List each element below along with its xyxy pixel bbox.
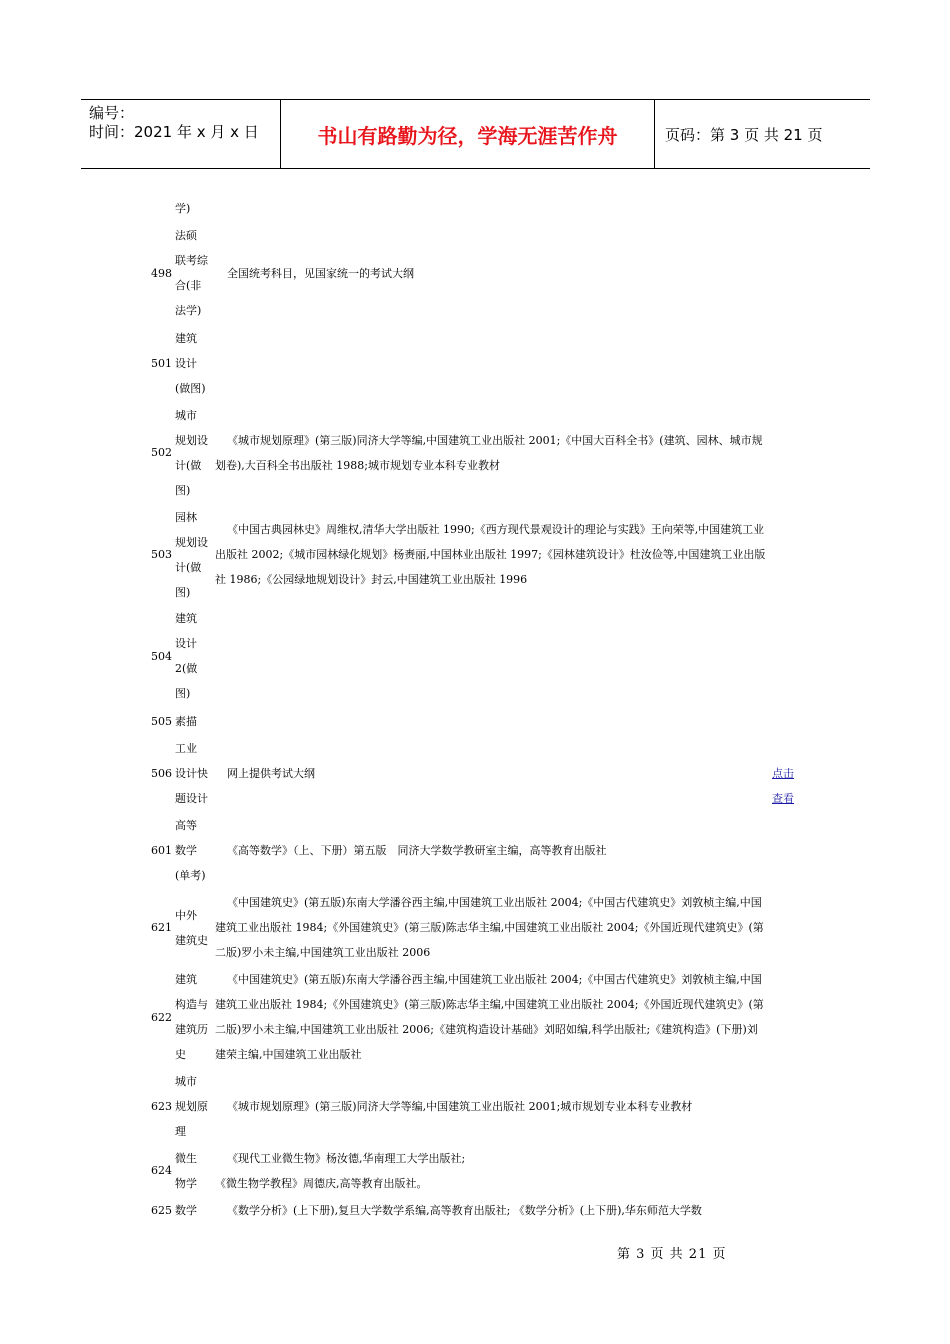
course-references: 《中国建筑史》(第五版)东南大学潘谷西主编,中国建筑工业出版社 2004;《中国古代建筑史》刘敦桢主编,中国建筑工业出版社 1984;《外国建筑史》(第三版)陈志华主编,中国建筑工业出版社 2004;《外国近现代建筑史》(第二版)罗小未主编,中国建筑工业出版社 2006 — [215, 896, 764, 959]
course-code: 601 — [151, 844, 172, 857]
course-name: 建筑 设计 2(做 图) — [175, 612, 198, 700]
course-name: 学) — [175, 202, 191, 215]
course-name: 城市 规划原 理 — [175, 1075, 208, 1138]
course-name: 工业 设计快 题设计 — [175, 742, 208, 805]
course-references: 全国统考科目，见国家统一的考试大纲 — [227, 267, 414, 280]
page-header — [81, 99, 870, 169]
page-footer: 第 3 页 共 21 页 — [617, 1247, 727, 1262]
course-references: 《中国古典园林史》周维权,清华大学出版社 1990;《西方现代景观设计的理论与实践》王向荣等,中国建筑工业出版社 2002;《城市园林绿化规划》杨赉丽,中国林业出版社 1997;《园林建筑设计》杜汝俭等,中国建筑工业出版社 1986;《公园绿地规划设计》封云,中国建筑工业出版社 1996 — [215, 523, 766, 586]
course-name: 园林 规划设 计(做 图) — [175, 511, 208, 599]
time-label: 时间：2021 年 x 月 x 日 — [89, 123, 259, 141]
view-syllabus-link-line[interactable]: 查看 — [772, 792, 794, 805]
course-code: 504 — [151, 650, 172, 663]
course-name: 数学 — [175, 1204, 197, 1217]
course-references: 《城市规划原理》(第三版)同济大学等编,中国建筑工业出版社 2001;城市规划专业本科专业教材 — [227, 1100, 693, 1113]
course-name: 法硕 联考综 合(非 法学) — [175, 229, 208, 317]
course-references: 网上提供考试大纲 — [227, 767, 315, 780]
course-code: 621 — [151, 921, 172, 934]
course-code: 501 — [151, 357, 172, 370]
course-code: 623 — [151, 1100, 172, 1113]
course-references: 《现代工业微生物》杨汝德,华南理工大学出版社; 《微生物学教程》周德庆,高等教育出版社。 — [215, 1152, 466, 1190]
course-code: 622 — [151, 1011, 172, 1024]
header-meta-cell — [81, 100, 281, 168]
view-syllabus-link-line[interactable]: 点击 — [772, 767, 794, 780]
course-code: 505 — [151, 715, 172, 728]
course-name: 建筑 设计 (做图) — [175, 332, 206, 395]
course-name: 素描 — [175, 715, 197, 728]
course-references: 《中国建筑史》(第五版)东南大学潘谷西主编,中国建筑工业出版社 2004;《中国古代建筑史》刘敦桢主编,中国建筑工业出版社 1984;《外国建筑史》(第三版)陈志华主编,中国建筑工业出版社 2004;《外国近现代建筑史》(第二版)罗小未主编,中国建筑工业出版社 2006;《建筑构造设计基础》刘昭如编,科学出版社;《建筑构造》(下册)刘建荣主编,中国建筑工业出版社 — [215, 973, 764, 1061]
course-code: 625 — [151, 1204, 172, 1217]
view-syllabus-link[interactable] — [772, 761, 802, 811]
number-label: 编号： — [89, 104, 135, 122]
page-label: 页码：第 3 页 共 21 页 — [665, 125, 823, 144]
course-name: 微生 物学 — [175, 1152, 197, 1190]
header-page-cell — [655, 100, 870, 168]
course-name: 中外 建筑史 — [175, 909, 208, 947]
course-code: 503 — [151, 548, 172, 561]
motto: 书山有路勤为径，学海无涯苦作舟 — [317, 123, 618, 148]
course-references: 《数学分析》(上下册),复旦大学数学系编,高等教育出版社; 《数学分析》(上下册),华东师范大学数 — [227, 1204, 702, 1217]
course-references: 《高等数学》（上、下册）第五版 同济大学数学教研室主编，高等教育出版社 — [227, 844, 607, 857]
header-motto-cell — [281, 100, 655, 168]
course-name: 建筑 构造与 建筑历 史 — [175, 973, 208, 1061]
course-name: 城市 规划设 计(做 图) — [175, 409, 208, 497]
course-code: 506 — [151, 767, 172, 780]
course-references: 《城市规划原理》(第三版)同济大学等编,中国建筑工业出版社 2001;《中国大百科全书》(建筑、园林、城市规划卷),大百科全书出版社 1988;城市规划专业本科专业教材 — [215, 434, 763, 472]
course-code: 502 — [151, 446, 172, 459]
course-name: 高等 数学 (单考) — [175, 819, 206, 882]
course-code: 498 — [151, 267, 172, 280]
course-code: 624 — [151, 1164, 172, 1177]
